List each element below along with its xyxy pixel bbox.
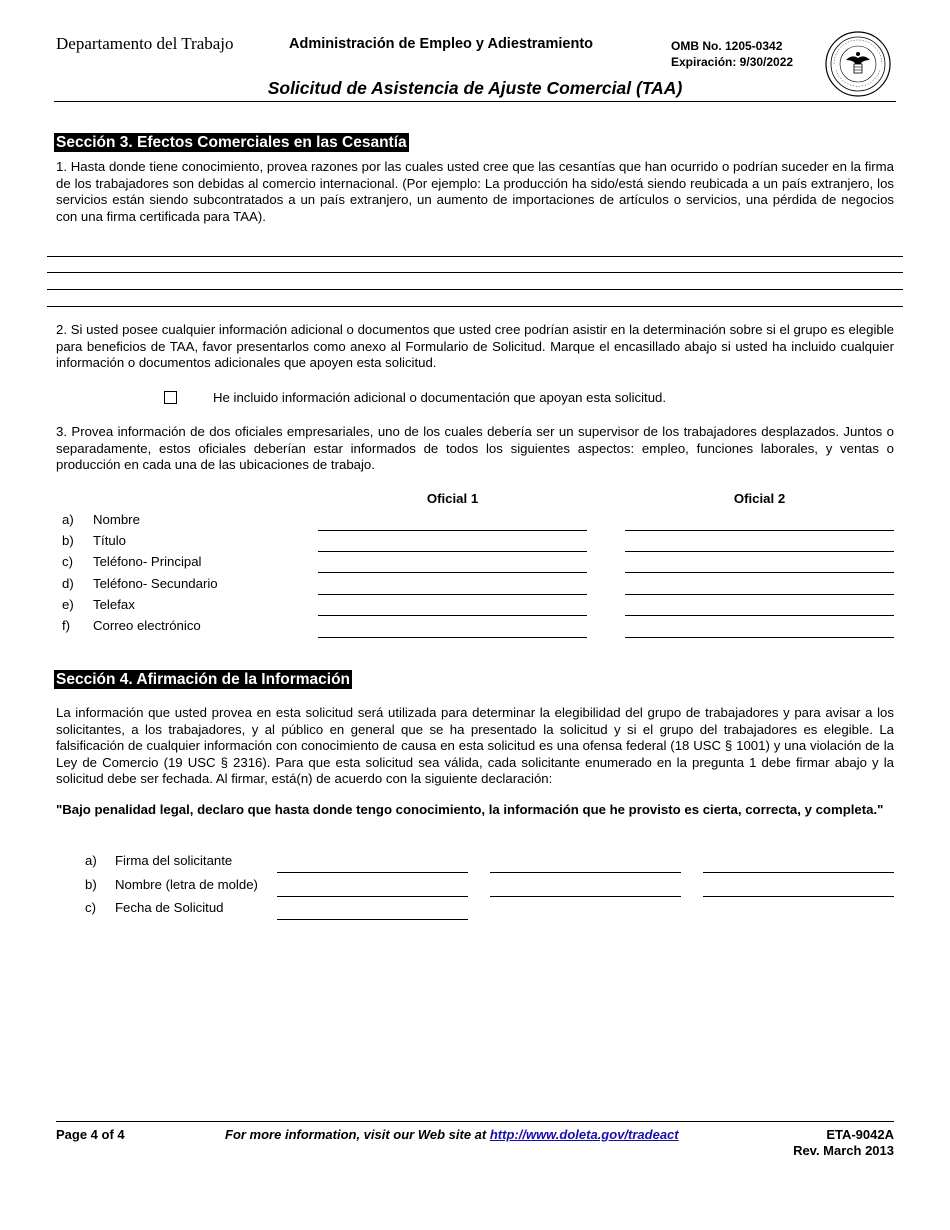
field-letter: a): [62, 512, 74, 527]
section3-question2: 2. Si usted posee cualquier información adicional o documentos que usted cree podrían asistir en la determinación sobre si el grupo es elegible para beneficios de TAA, favor presentarlos como anexo al Formulario de Solicitud. Marque el encasillado abajo si usted ha incluido cualquier información o documentos adicionales que apoyen esta solicitud.: [56, 322, 894, 370]
printed-name-input-3[interactable]: [703, 896, 894, 897]
field-label-correo: Correo electrónico: [93, 618, 201, 633]
section4-declaration: "Bajo penalidad legal, declaro que hasta donde tengo conocimiento, la información que he provisto es cierta, correcta, y completa.": [56, 802, 884, 817]
footer-info: [225, 1127, 679, 1142]
revision-date: Rev. March 2013: [793, 1143, 894, 1158]
field-letter: c): [85, 900, 96, 915]
official2-telefono-secundario-input[interactable]: [625, 594, 894, 595]
field-label-fecha: Fecha de Solicitud: [115, 900, 224, 915]
field-label-titulo: Título: [93, 533, 126, 548]
page-number: Page 4 of 4: [56, 1127, 125, 1142]
official1-heading: Oficial 1: [426, 491, 479, 506]
section3-question3: 3. Provea información de dos oficiales empresariales, uno de los cuales debería ser un supervisor de los trabajadores desplazados. Juntos o separadamente, estos oficiales deberían estar informados de todos los siguientes aspectos: empleo, funciones laborales, y ventas o producción en cada una de las ubicaciones de trabajo.: [56, 424, 894, 472]
field-label-telefono-secundario: Teléfono- Secundario: [93, 576, 218, 591]
official1-telefax-input[interactable]: [318, 615, 587, 616]
section4-heading: Sección 4. Afirmación de la Información: [56, 671, 351, 688]
official2-telefax-input[interactable]: [625, 615, 894, 616]
answer-line-4[interactable]: [47, 306, 903, 307]
expiration-date: Expiración: 9/30/2022: [671, 55, 794, 69]
field-letter: f): [62, 618, 71, 633]
additional-info-checkbox[interactable]: [164, 391, 177, 404]
field-letter: e): [62, 597, 74, 612]
answer-line-2[interactable]: [47, 272, 903, 273]
omb-number: OMB No. 1205-0342: [671, 39, 783, 53]
field-label-telefono-principal: Teléfono- Principal: [93, 554, 202, 569]
official1-titulo-input[interactable]: [318, 551, 587, 552]
printed-name-input-2[interactable]: [490, 896, 681, 897]
official2-telefono-principal-input[interactable]: [625, 572, 894, 573]
form-id-block: [760, 1127, 894, 1159]
omb-block: [671, 38, 793, 70]
printed-name-input-1[interactable]: [277, 896, 468, 897]
field-letter: c): [62, 554, 73, 569]
field-label-nombre-molde: Nombre (letra de molde): [115, 877, 258, 892]
form-title: Solicitud de Asistencia de Ajuste Comercial (TAA): [267, 78, 683, 98]
administration-name: Administración de Empleo y Adiestramiento: [289, 36, 594, 52]
official1-telefono-principal-input[interactable]: [318, 572, 587, 573]
tradeact-link[interactable]: http://www.doleta.gov/tradeact: [489, 1127, 679, 1142]
official2-correo-input[interactable]: [625, 637, 894, 638]
form-number: ETA-9042A: [826, 1127, 894, 1142]
field-label-nombre: Nombre: [93, 512, 140, 527]
header-rule: [54, 101, 896, 102]
answer-line-1[interactable]: [47, 256, 903, 257]
official1-correo-input[interactable]: [318, 637, 587, 638]
official2-nombre-input[interactable]: [625, 530, 894, 531]
field-label-telefax: Telefax: [93, 597, 135, 612]
additional-info-checkbox-label: He incluido información adicional o documentación que apoyan esta solicitud.: [213, 390, 667, 405]
section3-heading: Sección 3. Efectos Comerciales en las Cesantía: [56, 134, 407, 151]
signature-input-2[interactable]: [490, 872, 681, 873]
footer-rule: [56, 1121, 894, 1122]
official2-heading: Oficial 2: [733, 491, 786, 506]
section3-question1: 1. Hasta donde tiene conocimiento, provea razones por las cuales usted cree que las cesantías que han ocurrido o podrían suceder en la firma de los trabajadores son debidas al comercio internacional. (Por ejemplo: La producción ha sido/está siendo reubicada a un país extranjero, los servicios están siendo subcontratados a un país extranjero, un aumento de importaciones de artículos o servicios, una pérdida de negocios con una firma certificada para TAA).: [56, 159, 894, 224]
field-letter: a): [85, 853, 97, 868]
field-letter: d): [62, 576, 74, 591]
field-letter: b): [62, 533, 74, 548]
official2-titulo-input[interactable]: [625, 551, 894, 552]
answer-line-3[interactable]: [47, 289, 903, 290]
field-letter: b): [85, 877, 97, 892]
date-input[interactable]: [277, 919, 468, 920]
signature-input-1[interactable]: [277, 872, 468, 873]
official1-telefono-secundario-input[interactable]: [318, 594, 587, 595]
footer-info-text: For more information, visit our Web site at: [225, 1127, 490, 1142]
section4-paragraph: La información que usted provea en esta solicitud será utilizada para determinar la elegibilidad del grupo de trabajadores y para avisar a los solicitantes, a los trabajadores, y al público en general que se ha presentado la solicitud y si el grupo del trabajadores es elegible. La falsificación de cualquier información con conocimiento de causa en esta solicitud es una ofensa federal (18 USC § 1001) y una violación de la Ley de Comercio (19 USC § 2316). Para que esta solicitud sea válida, cada solicitante enumerado en la pregunta 1 debe firmar abajo y la solicitud debe ser fechada. Al firmar, está(n) de acuerdo con la siguiente declaración:: [56, 705, 894, 786]
signature-input-3[interactable]: [703, 872, 894, 873]
official1-nombre-input[interactable]: [318, 530, 587, 531]
department-name: Departamento del Trabajo: [56, 34, 234, 53]
field-label-firma: Firma del solicitante: [115, 853, 233, 868]
